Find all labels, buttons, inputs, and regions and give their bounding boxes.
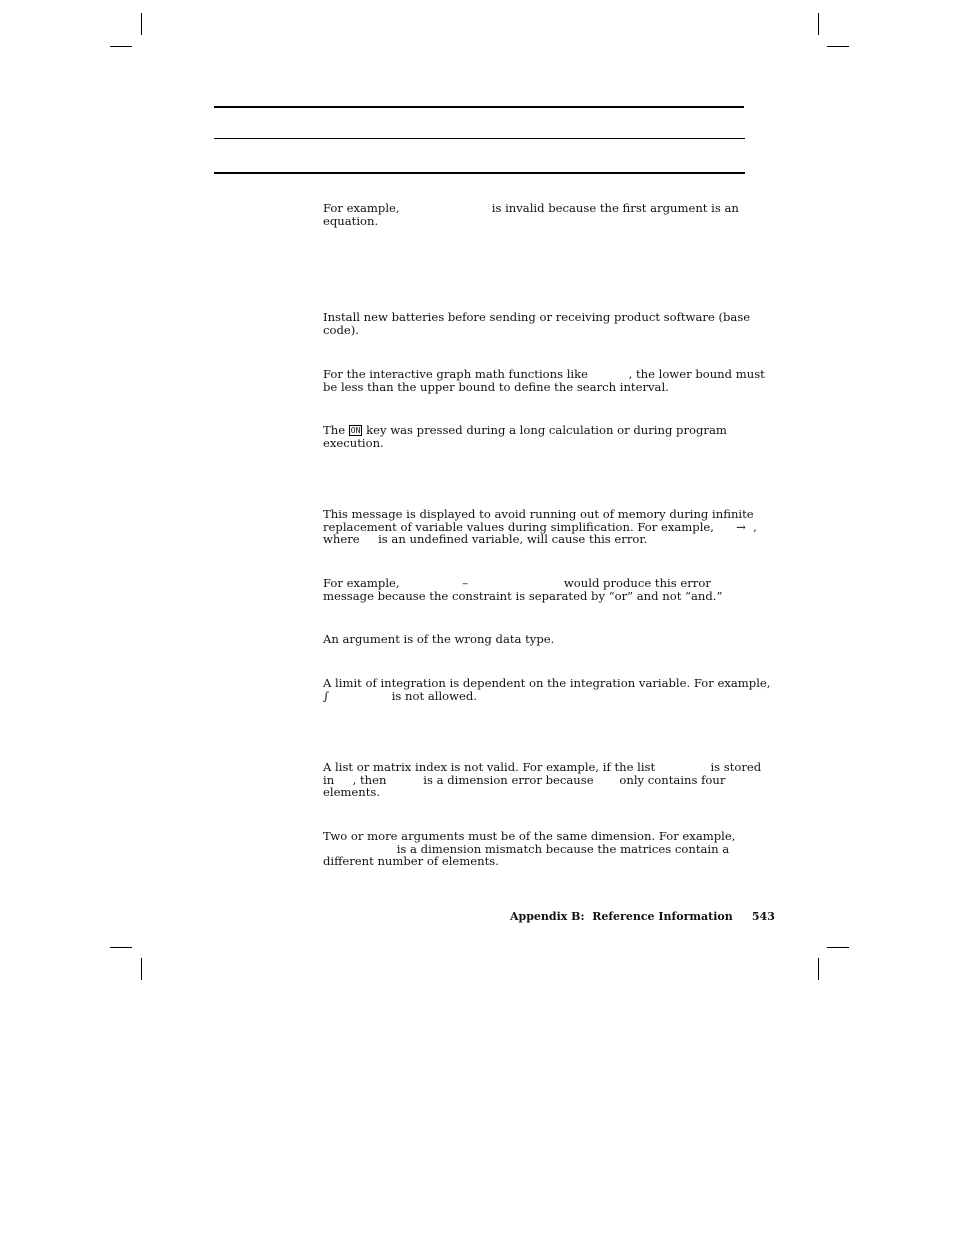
text-line: For example, – would produce this error [323, 576, 711, 590]
text-line: Two or more arguments must be of the same dimension. For example, [323, 829, 736, 843]
error-description [323, 676, 771, 703]
on-key-icon: ON [350, 426, 361, 435]
text-line: different number of elements. [323, 854, 499, 869]
text-fragment: key was pressed during a long calculation or during program [366, 423, 727, 437]
crop-mark [818, 958, 819, 980]
text-line: ∫ is not allowed. [323, 688, 478, 703]
error-description [323, 760, 762, 800]
error-description [323, 424, 743, 449]
text-fragment: The [323, 423, 346, 437]
crop-mark [141, 13, 142, 35]
error-description [323, 367, 765, 394]
crop-mark [827, 947, 849, 948]
text-line: For the interactive graph math functions like , the lower bound must [323, 367, 765, 381]
text-line: equation. [323, 213, 379, 228]
table-bottom-rule [214, 172, 745, 174]
page-footer [510, 910, 775, 923]
error-description [323, 310, 751, 337]
crop-mark [141, 958, 142, 980]
text-line [323, 424, 743, 437]
text-line: in , then is a dimension error because only contains four [323, 772, 726, 787]
table-top-rule [214, 106, 744, 108]
text-line: message because the constraint is separated by “or” and not “and.” [323, 588, 723, 603]
text-line: A limit of integration is dependent on the integration variable. For example, [323, 676, 771, 690]
text-line: This message is displayed to avoid running out of memory during infinite [323, 507, 754, 521]
text-line: For example, is invalid because the first argument is an [323, 201, 739, 215]
error-description [323, 633, 743, 646]
page-number: 543 [751, 910, 775, 923]
error-description [323, 507, 757, 547]
error-description [323, 202, 743, 227]
text-line: is a dimension mismatch because the matrices contain a [323, 841, 730, 856]
error-description [323, 577, 743, 602]
crop-mark [818, 13, 819, 35]
footer-section: Appendix B: Reference Information [510, 910, 733, 923]
table-divider-rule [214, 138, 745, 139]
text-line: execution. [323, 435, 384, 450]
text-line: Install new batteries before sending or receiving product software (base [323, 310, 751, 324]
crop-mark [110, 46, 132, 47]
crop-mark [110, 947, 132, 948]
text-line: replacement of variable values during simplification. For example, → , [323, 519, 757, 534]
text-line: elements. [323, 785, 381, 800]
crop-mark [827, 46, 849, 47]
text-line: be less than the upper bound to define the search interval. [323, 379, 669, 394]
text-line: code). [323, 322, 359, 337]
text-line: An argument is of the wrong data type. [323, 632, 555, 646]
error-description [323, 830, 743, 868]
text-line: A list or matrix index is not valid. For example, if the list is stored [323, 760, 762, 774]
text-line: where is an undefined variable, will cause this error. [323, 532, 648, 547]
